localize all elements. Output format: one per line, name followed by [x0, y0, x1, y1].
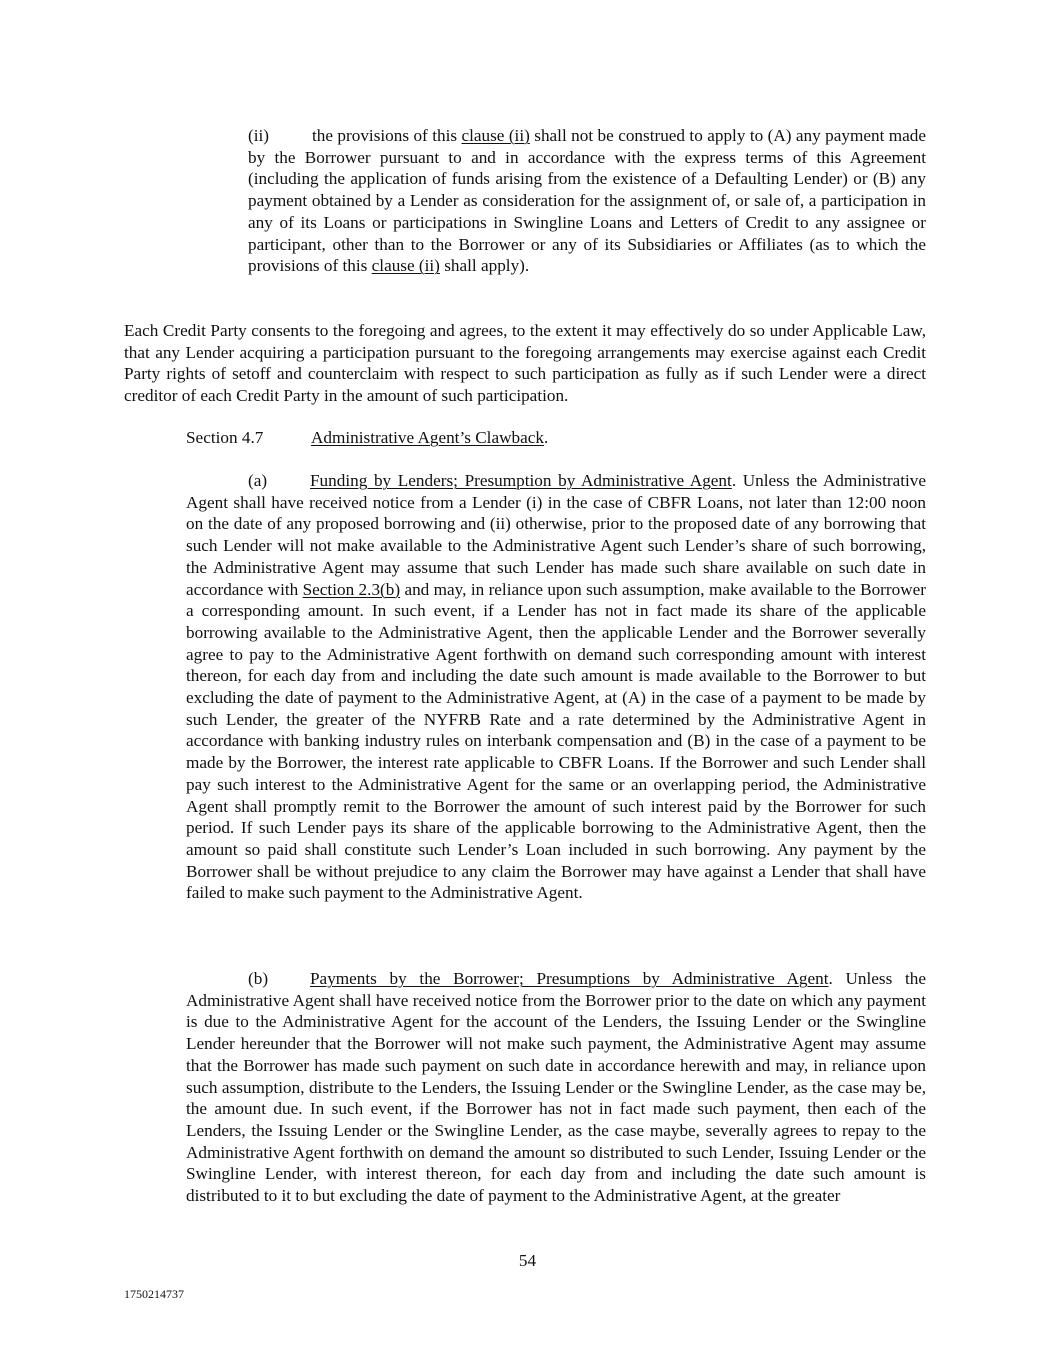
clause-ii-paragraph — [248, 125, 926, 277]
clause-ii-reference-1: clause (ii) — [461, 126, 530, 145]
clause-ii-reference-2: clause (ii) — [371, 256, 440, 276]
paragraph-a-text-2: and may, in reliance upon such assumption, make available to the Borrower a corresponding amount. In such event, if a Lender has not in fact made its share of the applicable borrowing available to the Administrative Agent, then the applicable Lender and the Borrower severally agree to pay to the Administrative Agent forthwith on demand such corresponding amount with interest thereon, for each day from and including the date such amount is made available to the Borrower to but excluding the date of payment to the Administrative Agent, at (A) in the case of a payment to be made by such Lender, the greater of the NYFRB Rate and a rate determined by the Administrative Agent in accordance with banking industry rules on interbank compensation and (B) in the case of a payment to be made by the Borrower, the interest rate applicable to CBFR Loans. If the Borrower and such Lender shall pay such interest to the Administrative Agent for the same or an overlapping period, the Administrative Agent shall promptly remit to the Borrower the amount of such interest paid by the Borrower for such period. If such Lender pays its share of the applicable borrowing to the Administrative Agent, then the amount so paid shall constitute such Lender’s Loan included in such borrowing. Any payment by the Borrower shall be without prejudice to any claim the Borrower may have against a Lender that shall have failed to make such payment to the Administrative Agent. — [186, 579, 926, 903]
clause-ii-text-3: shall apply). — [439, 256, 530, 276]
section-title-end: . — [543, 428, 549, 447]
paragraph-b — [186, 968, 926, 1207]
section-title: Administrative Agent’s Clawback — [311, 428, 544, 447]
section-number: Section 4.7 — [186, 428, 264, 447]
section-2-3b-reference: Section 2.3(b) — [302, 579, 401, 599]
paragraph-b-text-1: . Unless the Administrative Agent shall have received notice from the Borrower prior to the date on which any payment is due to the Administrative Agent for the account of the Lenders, the Issuing Lender or the Swingline Lender hereunder that the Borrower will not make such payment, the Administrative Agent may assume that the Borrower has made such payment on such date in accordance herewith and may, in reliance upon such assumption, distribute to the Lenders, the Issuing Lender or the Swingline Lender, as the case may be, the amount due. In such event, if the Borrower has not in fact made such payment, then each of the Lenders, the Issuing Lender or the Swingline Lender, as the case maybe, severally agrees to repay to the Administrative Agent forthwith on demand the amount so distributed to such Lender, Issuing Lender or the Swingline Lender, with interest thereon, for each day from and including the date such amount is distributed to it to but excluding the date of payment to the Administrative Agent, at the greater — [186, 969, 926, 1206]
section-heading — [186, 427, 926, 449]
paragraph-b-label: (b) — [248, 969, 269, 988]
clause-ii-label: (ii) — [248, 126, 269, 145]
page-number: 54 — [518, 1251, 537, 1270]
paragraph-a — [186, 470, 926, 904]
paragraph-a-heading: Funding by Lenders; Presumption by Administrative Agent — [310, 471, 732, 490]
clause-ii-text-1: the provisions of this — [312, 126, 462, 145]
paragraph-b-heading: Payments by the Borrower; Presumptions by Administrative Agent — [310, 969, 829, 988]
credit-party-consent-paragraph: Each Credit Party consents to the foregoing and agrees, to the extent it may effectively do so under Applicable Law, that any Lender acquiring a participation pursuant to the foregoing arrangements may exercise against each Credit Party rights of setoff and counterclaim with respect to such participation as fully as if such Lender were a direct creditor of each Credit Party in the amount of such participation. — [124, 321, 926, 406]
document-id: 1750214737 — [124, 1287, 184, 1301]
paragraph-a-text-1: . Unless the Administrative Agent shall have received notice from a Lender (i) in the case of CBFR Loans, not later than 12:00 noon on the date of any proposed borrowing and (ii) otherwise, prior to the proposed date of any borrowing that such Lender will not make available to the Administrative Agent such Lender’s share of such borrowing, the Administrative Agent may assume that such Lender has made such share available on such date in accordance with — [186, 471, 926, 599]
clause-ii-text-2: shall not be construed to apply to (A) any payment made by the Borrower pursuant to and in accordance with the express terms of this Agreement (including the application of funds arising from the existence of a Defaulting Lender) or (B) any payment obtained by a Lender as consideration for the assignment of, or sale of, a participation in any of its Loans or participations in Swingline Loans and Letters of Credit to any assignee or participant, other than to the Borrower or any of its Subsidiaries or Affiliates (as to which the provisions of this — [248, 126, 926, 276]
paragraph-a-label: (a) — [248, 471, 268, 490]
